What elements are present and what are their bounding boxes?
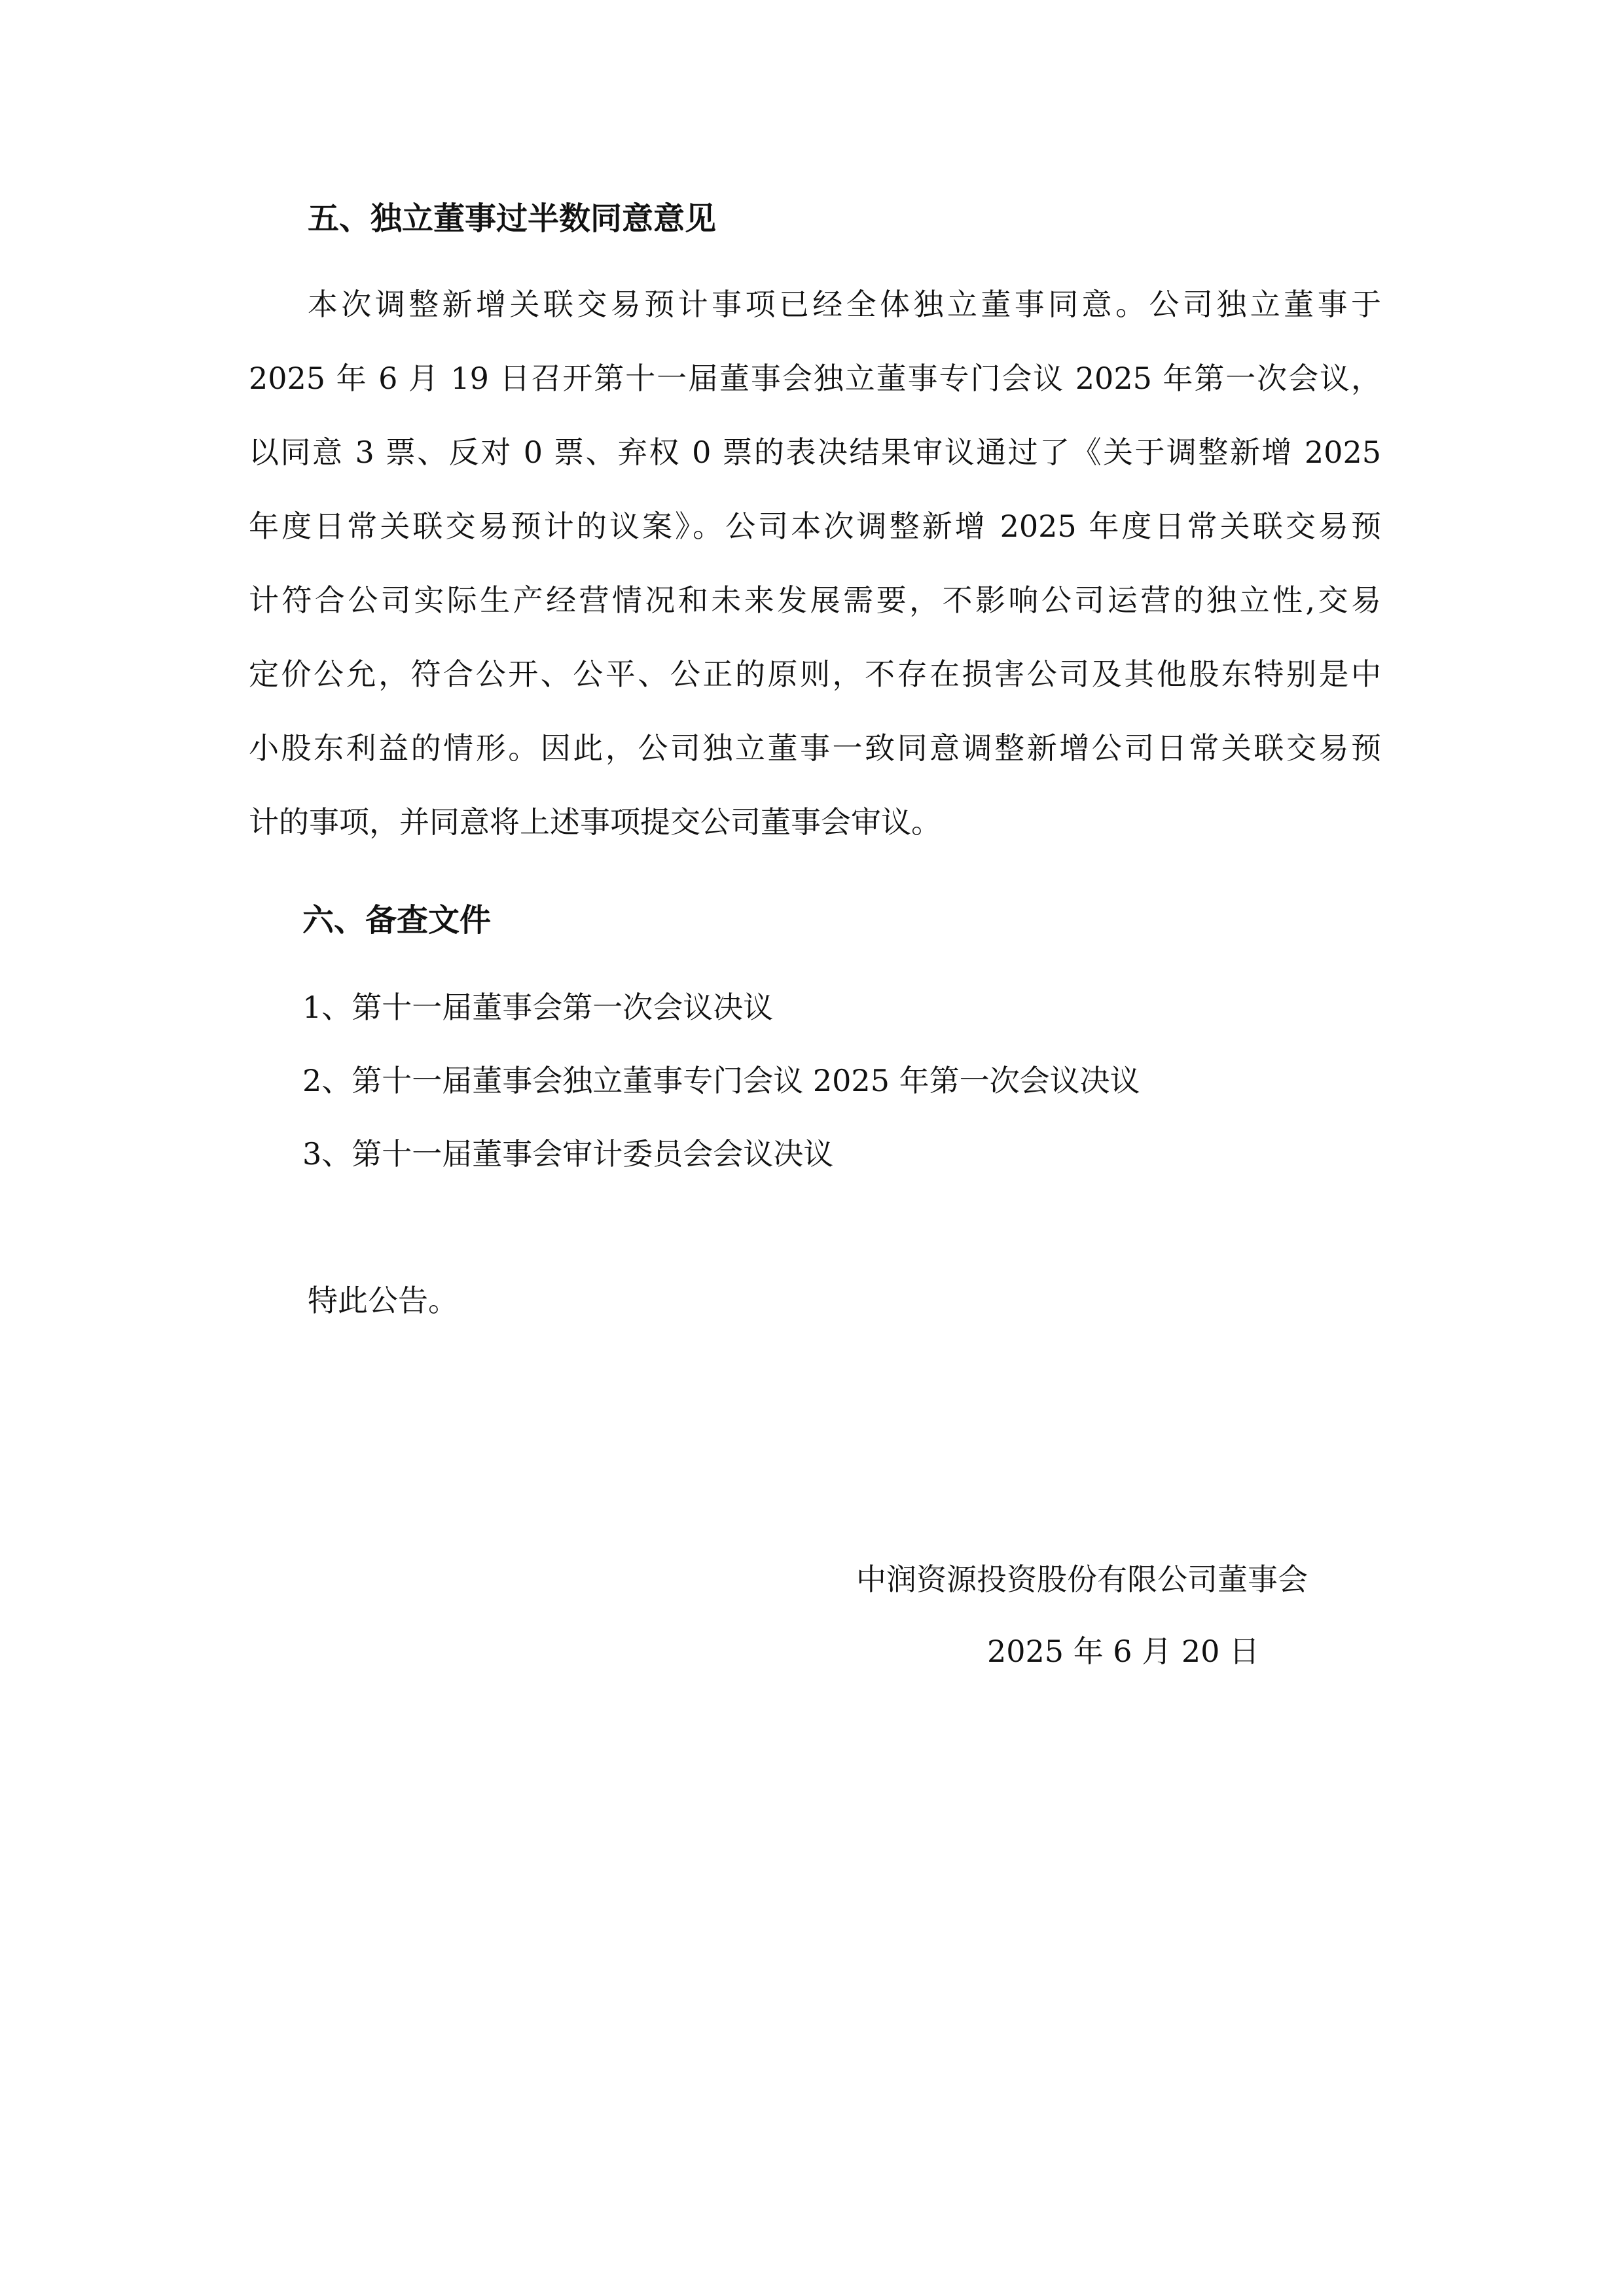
list-item: 1、第十一届董事会第一次会议决议	[302, 990, 774, 1025]
paragraph-line: 小股东利益的情形。因此，公司独立董事一致同意调整新增公司日常关联交易预	[249, 730, 1381, 766]
paragraph-line: 2025 年 6 月 19 日召开第十一届董事会独立董事专门会议 2025 年第一次会议，	[249, 361, 1381, 396]
paragraph-line: 年度日常关联交易预计的议案》。公司本次调整新增 2025 年度日常关联交易预	[249, 509, 1381, 544]
paragraph-line: 以同意 3 票、反对 0 票、弃权 0 票的表决结果审议通过了《关于调整新增 2025	[249, 435, 1381, 470]
section-6-heading: 六、备查文件	[302, 902, 492, 939]
list-item: 2、第十一届董事会独立董事专门会议 2025 年第一次会议决议	[302, 1063, 1140, 1098]
paragraph-line: 计符合公司实际生产经营情况和未来发展需要，不影响公司运营的独立性,交易	[249, 583, 1381, 618]
section-5-heading: 五、独立董事过半数同意意见	[308, 200, 717, 237]
paragraph-line: 本次调整新增关联交易预计事项已经全体独立董事同意。公司独立董事于	[308, 287, 1381, 322]
paragraph-line: 定价公允，符合公开、公平、公正的原则，不存在损害公司及其他股东特别是中	[249, 656, 1381, 692]
signature-date: 2025 年 6 月 20 日	[987, 1634, 1259, 1669]
closing-statement: 特此公告。	[308, 1283, 458, 1318]
signature-company: 中润资源投资股份有限公司董事会	[856, 1562, 1308, 1597]
paragraph-line: 计的事项，并同意将上述事项提交公司董事会审议。	[249, 804, 941, 840]
list-item: 3、第十一届董事会审计委员会会议决议	[302, 1136, 834, 1172]
